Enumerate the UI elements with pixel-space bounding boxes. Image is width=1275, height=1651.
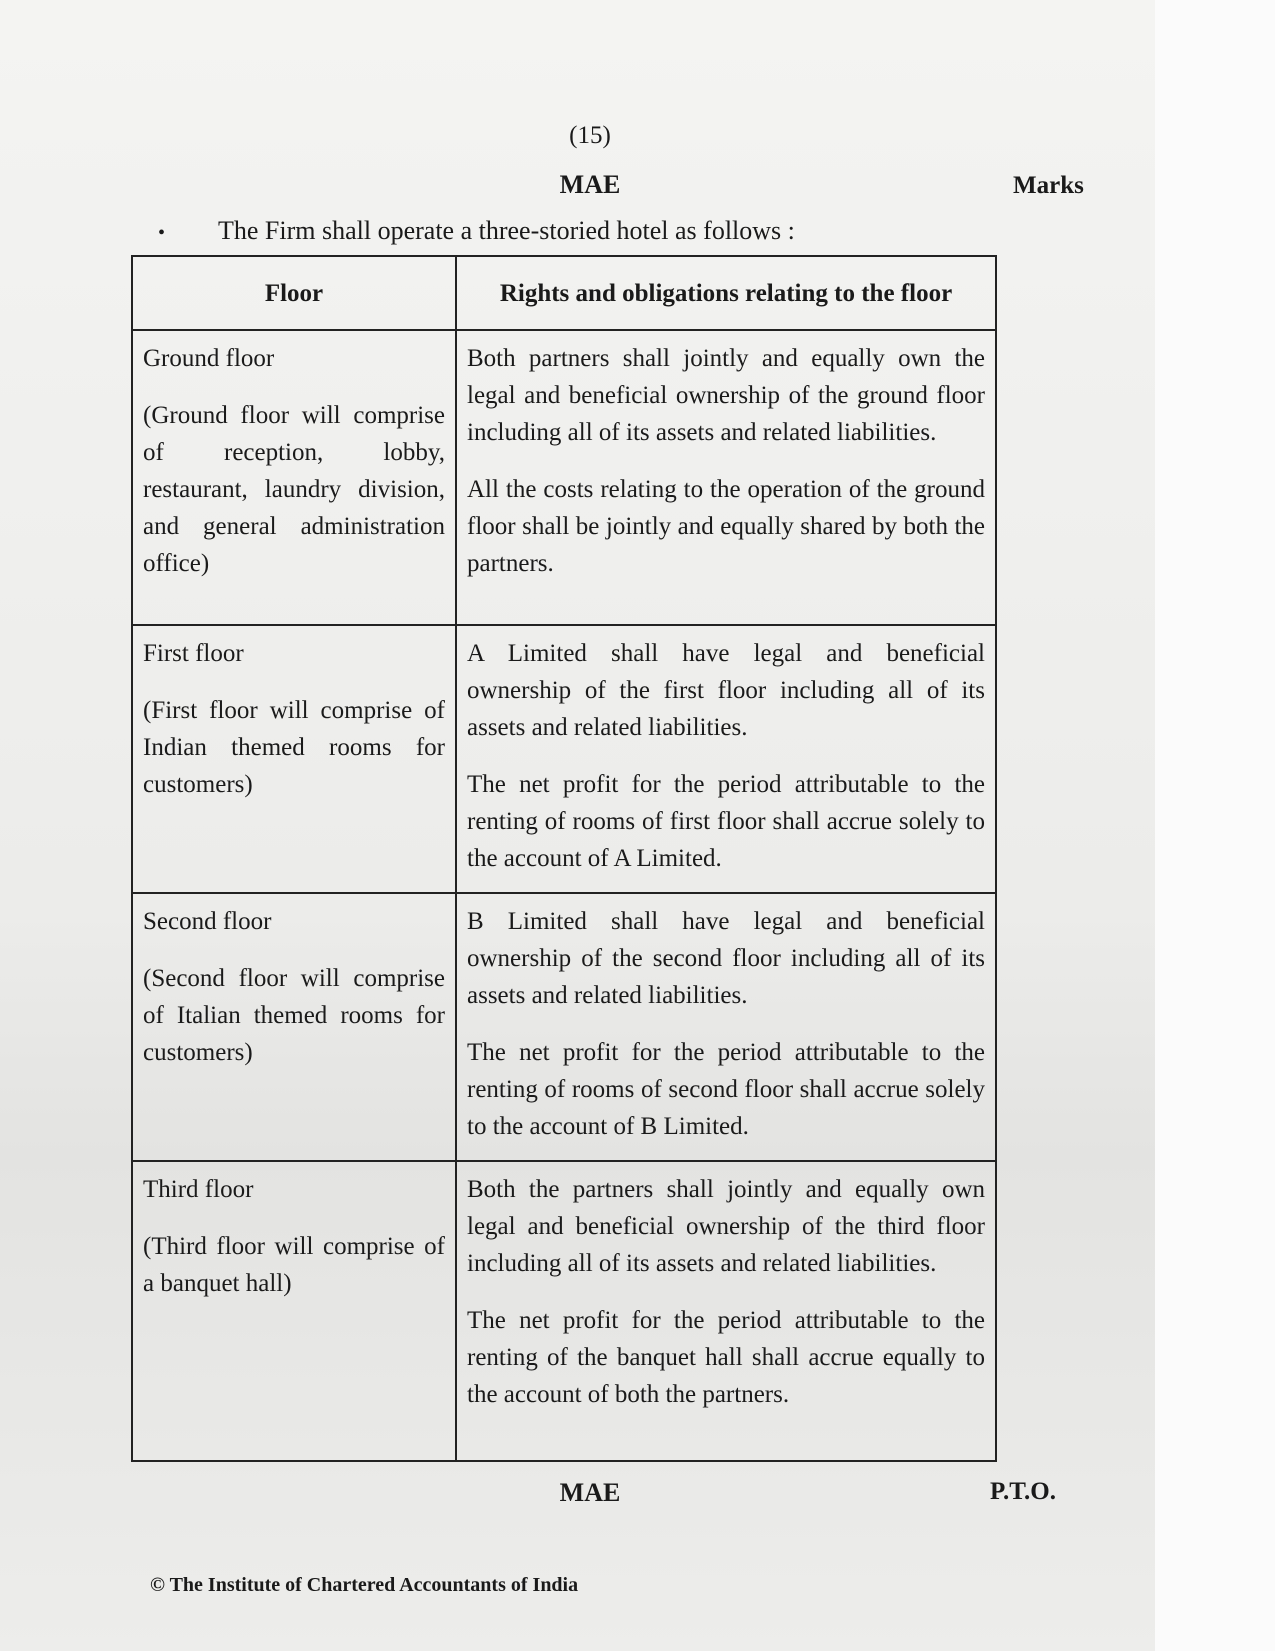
column-header-rights: Rights and obligations relating to the floor [456, 256, 996, 330]
intro-text: The Firm shall operate a three-storied hotel as follows : [218, 216, 795, 245]
floor-rights-table [131, 255, 997, 1462]
copyright-notice: © The Institute of Chartered Accountants of India [150, 1574, 579, 1596]
page-number: (15) [569, 122, 611, 149]
intro-bullet-point [158, 216, 795, 246]
rights-paragraph: The net profit for the period attributable to the renting of rooms of second floor shall accrue solely to the account of B Limited. [467, 1039, 985, 1140]
please-turn-over-label: P.T.O. [990, 1478, 1056, 1505]
marks-column-label: Marks [1013, 172, 1084, 199]
floor-description: (Third floor will comprise of a banquet hall) [143, 1233, 445, 1297]
page-margin [1155, 0, 1275, 1651]
floor-description: (First floor will comprise of Indian themed rooms for customers) [143, 697, 445, 798]
table-row [132, 893, 996, 1161]
floor-name: Third floor [143, 1176, 254, 1203]
paper-code-footer: MAE [559, 1478, 621, 1507]
table-header-row [132, 256, 996, 330]
bullet-icon: • [158, 222, 166, 244]
floor-cell [132, 1161, 456, 1461]
rights-cell [456, 1161, 996, 1461]
floor-name: Ground floor [143, 345, 275, 372]
rights-cell [456, 330, 996, 625]
rights-paragraph: The net profit for the period attributable to the renting of the banquet hall shall accrue equally to the account of both the partners. [467, 1307, 985, 1408]
rights-paragraph: A Limited shall have legal and beneficial ownership of the first floor including all of its assets and related liabilities. [467, 640, 985, 741]
floor-cell [132, 625, 456, 893]
rights-cell [456, 893, 996, 1161]
floor-name: First floor [143, 640, 244, 667]
floor-name: Second floor [143, 908, 272, 935]
table-row [132, 330, 996, 625]
floor-cell [132, 330, 456, 625]
rights-paragraph: All the costs relating to the operation of the ground floor shall be jointly and equally shared by both the partners. [467, 476, 985, 577]
rights-cell [456, 625, 996, 893]
floor-description: (Ground floor will comprise of reception, lobby, restaurant, laundry division, and general administration office) [143, 402, 445, 577]
rights-paragraph: B Limited shall have legal and beneficial ownership of the second floor including all of its assets and related liabilities. [467, 908, 985, 1009]
column-header-floor: Floor [132, 256, 456, 330]
rights-paragraph: Both the partners shall jointly and equally own legal and beneficial ownership of the third floor including all of its assets and related liabilities. [467, 1176, 985, 1277]
paper-code-header: MAE [559, 170, 621, 199]
table-row [132, 625, 996, 893]
floor-description: (Second floor will comprise of Italian themed rooms for customers) [143, 965, 445, 1066]
table-row [132, 1161, 996, 1461]
floor-cell [132, 893, 456, 1161]
rights-paragraph: Both partners shall jointly and equally own the legal and beneficial ownership of the ground floor including all of its assets and related liabilities. [467, 345, 985, 446]
rights-paragraph: The net profit for the period attributable to the renting of rooms of first floor shall accrue solely to the account of A Limited. [467, 771, 985, 872]
